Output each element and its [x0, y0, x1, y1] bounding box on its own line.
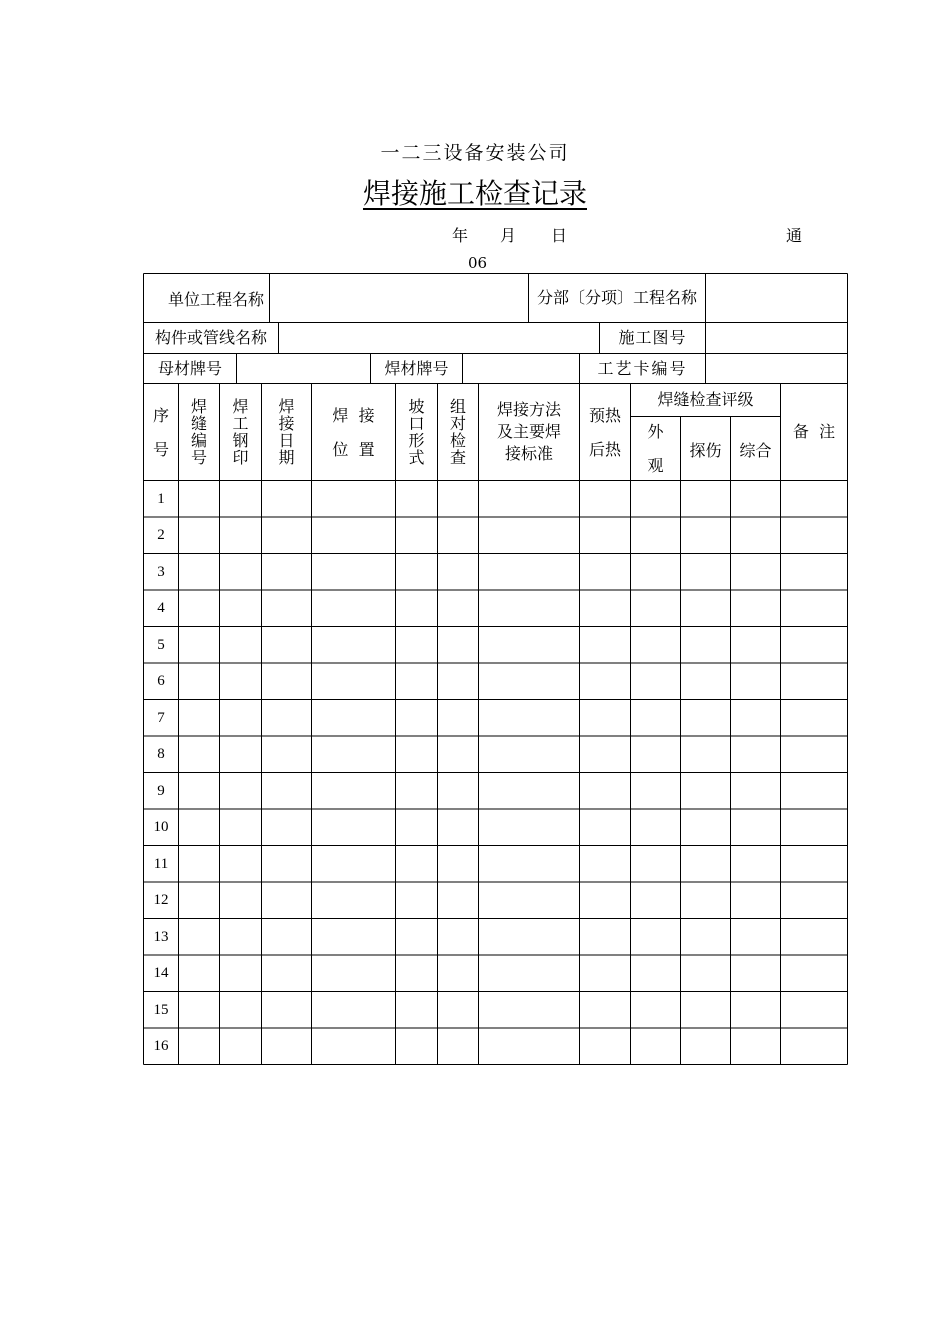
row-number: 12 [153, 892, 169, 909]
weld-material-field[interactable] [463, 354, 579, 383]
drawing-no-label: 施工图号 [618, 328, 687, 347]
sub-project-label: 分部〔分项〕工程名称 [536, 288, 697, 307]
col-remarks-header: 备 注 [792, 422, 836, 441]
company-name: 一二三设备安装公司 [380, 142, 570, 164]
row-number: 9 [157, 782, 165, 799]
row-number: 15 [153, 1001, 169, 1018]
row-number: 5 [157, 636, 165, 653]
date-month-label: 月 [500, 226, 517, 245]
col-welder-stamp-header: 焊 工 钢 印 [232, 397, 249, 467]
base-material-field[interactable] [237, 354, 370, 383]
date-year-label: 年 [452, 226, 469, 245]
unit-project-field[interactable] [270, 274, 528, 322]
row-number: 4 [157, 600, 165, 617]
sub-project-field[interactable] [706, 274, 847, 322]
row-number: 11 [153, 855, 169, 872]
base-material-label: 母材牌号 [157, 358, 222, 378]
row-number: 3 [157, 563, 165, 580]
col-seq-header: 序 号 [152, 405, 169, 459]
process-card-field[interactable] [706, 354, 847, 383]
form-prefix: 通 [786, 226, 803, 245]
row-number: 13 [153, 928, 169, 945]
col-ndt-header: 探伤 [689, 440, 722, 460]
col-inspection-header: 焊缝检查评级 [657, 390, 754, 409]
date-day-label: 日 [551, 226, 568, 245]
unit-project-label: 单位工程名称 [167, 289, 264, 309]
process-card-label: 工艺卡编号 [597, 358, 688, 378]
row-number: 7 [157, 709, 165, 726]
col-method-header: 焊接方法 及主要焊 接标准 [496, 400, 561, 463]
row-number: 10 [153, 819, 169, 836]
drawing-no-field[interactable] [706, 323, 847, 353]
row-number: 1 [157, 490, 165, 507]
col-overall-header: 综合 [739, 440, 772, 460]
row-number: 6 [157, 673, 165, 690]
weld-material-label: 焊材牌号 [384, 358, 449, 378]
component-field[interactable] [279, 323, 599, 353]
col-heat-header: 预热 后热 [588, 405, 621, 459]
col-fitup-header: 组 对 检 查 [449, 397, 466, 467]
form-code: 06 [468, 254, 488, 272]
row-number: 16 [153, 1038, 169, 1055]
row-number: 14 [153, 965, 169, 982]
col-weld-position-header: 焊 接 位 置 [332, 405, 375, 459]
component-label: 构件或管线名称 [154, 328, 267, 347]
row-number: 2 [157, 527, 165, 544]
row-number: 8 [157, 746, 165, 763]
col-weld-no-header: 焊 缝 编 号 [190, 397, 207, 467]
col-visual-header: 外 观 [647, 422, 664, 475]
col-weld-date-header: 焊 接 日 期 [278, 397, 295, 467]
col-groove-header: 坡 口 形 式 [408, 397, 425, 467]
form-title: 焊接施工检查记录 [362, 177, 587, 210]
